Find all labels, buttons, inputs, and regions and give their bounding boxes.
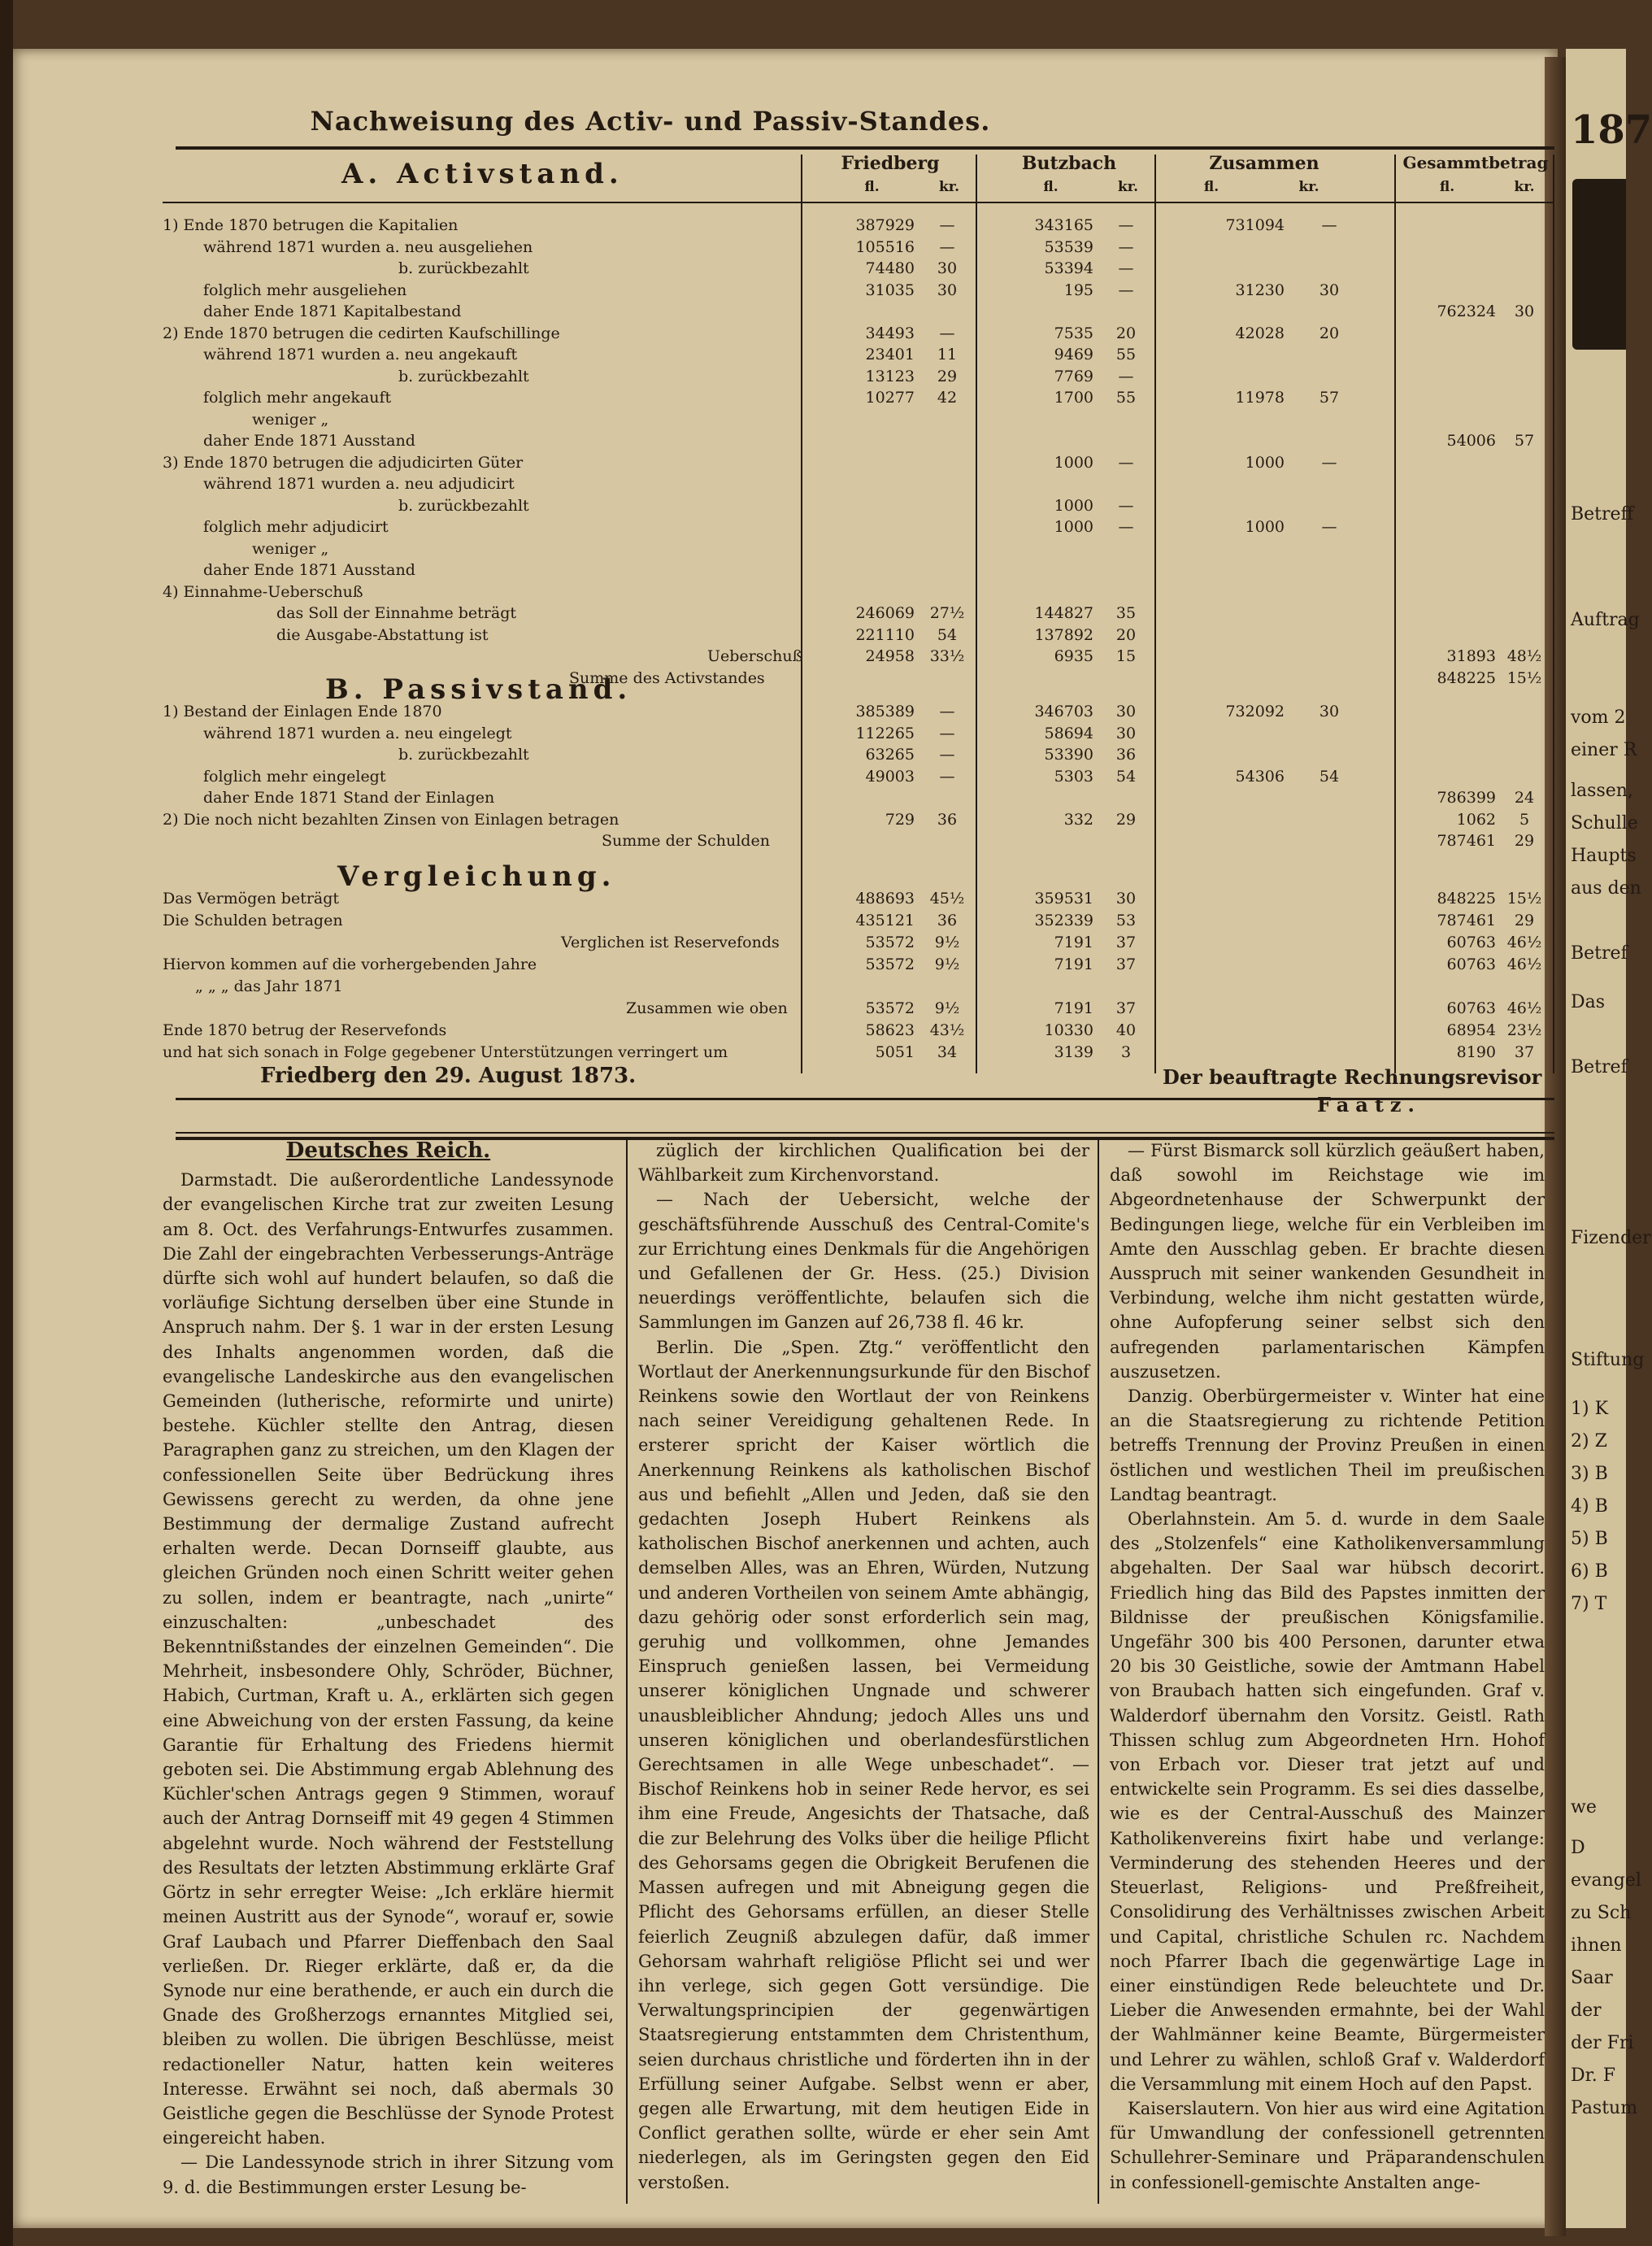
cell-friedberg-kr: 33½: [929, 647, 965, 665]
table-row: [163, 646, 1554, 667]
cell-butzbach-kr: 30: [1115, 703, 1137, 720]
adjacent-text-fragment: ihnen: [1571, 1935, 1622, 1956]
news-columns: [163, 1138, 1545, 2220]
adjacent-text-fragment: Schulle: [1571, 813, 1638, 834]
cell-friedberg-kr: —: [939, 746, 955, 764]
table-row: [163, 998, 1554, 1019]
cell-friedberg-fl: 105516: [855, 237, 915, 256]
cell-butzbach-fl: 7191: [1054, 955, 1093, 973]
row-label: 1) Ende 1870 betrugen die Kapitalien: [163, 216, 459, 234]
cell-gesammt-kr: 46½: [1506, 955, 1542, 973]
cell-gesammt-kr: 24: [1514, 789, 1535, 807]
cell-gesammt-kr: 30: [1514, 303, 1535, 320]
cell-butzbach-fl: 9469: [1054, 346, 1093, 363]
adjacent-text-fragment: Stiftung: [1571, 1350, 1645, 1370]
col-friedberg: Friedberg: [841, 153, 940, 174]
adjacent-text-fragment: vom 2: [1571, 707, 1626, 728]
article-paragraph: — Fürst Bismarck soll kürzlich geäußert haben, daß sowohl im Reichstage wie im Abgeordnetenhause der Schwerpunkt der Bedingungen liege, welche für ein Verbleiben im Amte den Ausschlag geben. Er brachte diesen Ausspruch mit seiner wankenden Gesundheit in Verbindung, welche ihm nicht gestatten würde, ohne Aufopferung seiner selbst sich den aufregenden parlamentarischen Kämpfen auszusetzen.: [1110, 1141, 1545, 1382]
row-label: Die Schulden betragen: [163, 912, 343, 929]
table-row: [163, 473, 1554, 494]
section-passiv: B. Passivstand.: [325, 673, 633, 706]
cell-friedberg-fl: 5051: [875, 1043, 915, 1061]
adjacent-text-fragment: Pastum: [1571, 2098, 1638, 2118]
cell-gesammt-kr: 15½: [1506, 890, 1542, 908]
cell-gesammt-kr: 23½: [1506, 1021, 1542, 1039]
cell-butzbach-kr: —: [1118, 281, 1134, 299]
cell-friedberg-kr: 34: [937, 1043, 958, 1061]
col-gesammt: Gesammtbetrag: [1402, 153, 1549, 172]
adjacent-text-fragment: Betref: [1571, 1057, 1628, 1077]
adjacent-text-fragment: Das: [1571, 992, 1606, 1012]
row-label: daher Ende 1871 Kapitalbestand: [203, 303, 462, 320]
cell-friedberg-fl: 24958: [865, 647, 915, 665]
row-label: die Ausgabe-Abstattung ist: [276, 625, 489, 644]
table-row: [163, 603, 1554, 624]
cell-zusammen-kr: 57: [1319, 389, 1340, 407]
table-row: [163, 701, 1554, 722]
cell-butzbach-fl: 7191: [1054, 999, 1093, 1017]
news-column-2: [638, 1138, 1089, 2195]
adjacent-text-fragment: 3) B: [1571, 1464, 1608, 1484]
signature-name: Faatz.: [1317, 1093, 1421, 1116]
row-label: Ueberschuß: [707, 647, 803, 665]
cell-friedberg-kr: —: [939, 703, 955, 720]
cell-zusammen-fl: 11978: [1235, 389, 1285, 407]
cell-friedberg-kr: —: [939, 237, 955, 256]
row-label: b. zurückbezahlt: [398, 496, 529, 515]
cell-friedberg-fl: 387929: [855, 216, 915, 234]
row-label: folglich mehr ausgeliehen: [203, 281, 407, 299]
row-label: b. zurückbezahlt: [398, 259, 529, 277]
adjacent-text-fragment: der: [1571, 2000, 1602, 2021]
unit-kr: kr.: [1298, 179, 1319, 195]
table-row: [163, 301, 1554, 322]
cell-butzbach-fl: 137892: [1034, 625, 1093, 644]
cell-butzbach-fl: 53539: [1044, 237, 1093, 256]
row-label: Hiervon kommen auf die vorhergebenden Jahre: [163, 955, 537, 973]
table-row: [163, 625, 1554, 646]
cell-zusammen-kr: 30: [1319, 703, 1340, 720]
table-row: [163, 809, 1554, 830]
cell-gesammt-kr: 48½: [1506, 647, 1542, 665]
news-column-3: [1110, 1138, 1545, 2195]
table-row: [163, 215, 1554, 236]
cell-gesammt-fl: 848225: [1437, 668, 1496, 687]
cell-friedberg-fl: 63265: [865, 746, 915, 764]
section-activ: A. Activstand.: [341, 158, 624, 190]
cell-friedberg-fl: 729: [885, 810, 915, 829]
cell-friedberg-fl: 74480: [865, 259, 915, 277]
cell-butzbach-kr: 35: [1115, 604, 1137, 622]
cell-zusammen-kr: —: [1321, 216, 1337, 234]
cell-zusammen-fl: 1000: [1245, 518, 1285, 536]
row-label: 2) Ende 1870 betrugen die cedirten Kaufschillinge: [163, 324, 560, 342]
unit-kr: kr.: [1514, 179, 1535, 195]
table-row: [163, 258, 1554, 279]
table-row: [163, 559, 1554, 581]
row-label: weniger „: [252, 539, 329, 558]
adjacent-page-fragment: [1566, 49, 1652, 2228]
cell-friedberg-kr: 11: [937, 346, 958, 363]
cell-gesammt-kr: 29: [1514, 832, 1535, 850]
signature-role: Der beauftragte Rechnungsrevisor: [1163, 1065, 1542, 1089]
cell-friedberg-fl: 58623: [865, 1021, 915, 1039]
cell-gesammt-fl: 60763: [1446, 999, 1496, 1017]
cell-gesammt-kr: 5: [1519, 810, 1530, 829]
table-row: [163, 932, 1554, 953]
adjacent-text-fragment: Saar: [1571, 1968, 1613, 1988]
table-title: Nachweisung des Activ- und Passiv-Standes.: [310, 106, 991, 137]
cell-butzbach-kr: 54: [1115, 767, 1137, 786]
row-label: das Soll der Einnahme beträgt: [276, 604, 516, 622]
cell-friedberg-kr: 9½: [934, 999, 960, 1017]
row-label: folglich mehr eingelegt: [203, 767, 386, 786]
table-row: [163, 409, 1554, 430]
adjacent-text-fragment: 6) B: [1571, 1561, 1608, 1582]
adjacent-text-fragment: lassen,: [1571, 781, 1633, 801]
row-label: Ende 1870 betrug der Reservefonds: [163, 1021, 447, 1039]
cell-gesammt-kr: 57: [1514, 432, 1535, 450]
cell-butzbach-fl: 1700: [1054, 389, 1093, 407]
cell-butzbach-fl: 346703: [1034, 703, 1093, 720]
cell-gesammt-kr: 46½: [1506, 999, 1542, 1017]
adjacent-text-fragment: Betref: [1571, 943, 1628, 964]
cell-gesammt-fl: 1062: [1456, 810, 1496, 829]
cell-zusammen-kr: 20: [1319, 324, 1340, 342]
cell-gesammt-fl: 54006: [1446, 432, 1496, 450]
cell-butzbach-fl: 343165: [1034, 216, 1093, 234]
row-label: 3) Ende 1870 betrugen die adjudicirten Güter: [163, 453, 524, 472]
cell-zusammen-fl: 54306: [1235, 767, 1285, 786]
cell-butzbach-kr: 30: [1115, 724, 1137, 742]
row-label: daher Ende 1871 Stand der Einlagen: [203, 789, 495, 807]
cell-friedberg-kr: 27½: [929, 604, 965, 622]
row-label: 4) Einnahme-Ueberschuß: [163, 582, 363, 601]
cell-gesammt-fl: 8190: [1456, 1043, 1496, 1061]
article-paragraph: Kaiserslautern. Von hier aus wird eine Agitation für Umwandlung der confessionell getrennten Schullehrer-Seminare und Präparandenschulen in confessionell-gemischte Anstalten ange-: [1110, 2098, 1545, 2192]
row-label: daher Ende 1871 Ausstand: [203, 561, 415, 579]
cell-friedberg-kr: 9½: [934, 955, 960, 973]
cell-friedberg-fl: 385389: [855, 703, 915, 720]
cell-butzbach-kr: —: [1118, 367, 1134, 385]
cell-butzbach-kr: 53: [1115, 912, 1137, 929]
cell-zusammen-kr: 30: [1319, 281, 1340, 299]
cell-butzbach-fl: 7191: [1054, 934, 1093, 951]
cell-butzbach-kr: 40: [1115, 1021, 1137, 1039]
unit-kr: kr.: [1117, 179, 1139, 195]
cell-butzbach-fl: 1000: [1054, 453, 1093, 472]
table-row: [163, 954, 1554, 975]
cell-gesammt-fl: 31893: [1446, 647, 1496, 665]
row-label: b. zurückbezahlt: [398, 367, 529, 385]
adjacent-text-fragment: einer R: [1571, 740, 1637, 760]
cell-friedberg-fl: 53572: [865, 934, 915, 951]
cell-zusammen-fl: 731094: [1225, 216, 1285, 234]
article-paragraph: — Nach der Uebersicht, welche der geschäftsführende Ausschuß des Central-Comite's zur Errichtung eines Denkmals für die Angehörigen und Gefallenen der Gr. Hess. (25.) Division neuerdings veröffentlichte, belaufen sich die Sammlungen im Ganzen auf 26,738 fl. 46 kr.: [638, 1190, 1089, 1333]
adjacent-text-fragment: evangel: [1571, 1870, 1641, 1891]
table-row: [163, 538, 1554, 559]
cell-friedberg-fl: 31035: [865, 281, 915, 299]
table-row: [163, 910, 1554, 931]
table-row: [163, 387, 1554, 408]
table-row: [163, 723, 1554, 744]
news-column-1: [163, 1138, 614, 2200]
cell-gesammt-fl: 68954: [1446, 1021, 1496, 1039]
unit-fl: fl.: [1043, 179, 1059, 195]
cell-zusammen-fl: 31230: [1235, 281, 1285, 299]
cell-butzbach-kr: 3: [1120, 1043, 1132, 1061]
cell-gesammt-kr: 37: [1514, 1043, 1535, 1061]
cell-butzbach-fl: 5303: [1054, 767, 1093, 786]
cell-friedberg-kr: 42: [937, 389, 958, 407]
cell-zusammen-fl: 732092: [1225, 703, 1285, 720]
cell-butzbach-fl: 7535: [1054, 324, 1093, 342]
cell-friedberg-kr: —: [939, 216, 955, 234]
cell-butzbach-fl: 53394: [1044, 259, 1093, 277]
cell-butzbach-kr: 20: [1115, 324, 1137, 342]
cell-gesammt-fl: 762324: [1437, 303, 1496, 320]
cell-butzbach-fl: 1000: [1054, 518, 1093, 536]
adjacent-text-fragment: Betreff: [1571, 504, 1634, 525]
cell-gesammt-fl: 786399: [1437, 789, 1496, 807]
cell-butzbach-kr: —: [1118, 453, 1134, 472]
row-label: „ „ „ das Jahr 1871: [195, 977, 343, 995]
row-label: folglich mehr adjudicirt: [203, 518, 389, 536]
cell-friedberg-fl: 10277: [865, 389, 915, 407]
adjacent-text-fragment: 7) T: [1571, 1594, 1607, 1614]
cell-butzbach-fl: 359531: [1034, 890, 1093, 908]
table-row: [163, 452, 1554, 473]
row-label: weniger „: [252, 410, 329, 429]
cell-friedberg-kr: 29: [937, 367, 958, 385]
table-row: [163, 344, 1554, 365]
cell-friedberg-kr: 30: [937, 281, 958, 299]
cell-butzbach-fl: 195: [1063, 281, 1093, 299]
place-date: Friedberg den 29. August 1873.: [260, 1064, 637, 1088]
book-binding: [0, 0, 13, 2246]
row-label: 2) Die noch nicht bezahlten Zinsen von Einlagen betragen: [163, 810, 620, 829]
cell-friedberg-fl: 13123: [865, 367, 915, 385]
cell-friedberg-kr: 9½: [934, 934, 960, 951]
cell-butzbach-fl: 1000: [1054, 496, 1093, 515]
article-paragraph: züglich der kirchlichen Qualification bei der Wählbarkeit zum Kirchenvorstand.: [638, 1141, 1089, 1186]
unit-fl: fl.: [864, 179, 880, 195]
cell-zusammen-kr: 54: [1319, 767, 1340, 786]
cell-friedberg-fl: 53572: [865, 999, 915, 1017]
cell-friedberg-kr: 43½: [929, 1021, 965, 1039]
adjacent-text-fragment: D: [1571, 1838, 1585, 1858]
table-row: [163, 366, 1554, 387]
cell-zusammen-kr: —: [1321, 518, 1337, 536]
section-vergleichung: Vergleichung.: [337, 860, 616, 893]
article-paragraph: Berlin. Die „Spen. Ztg.“ veröffentlicht den Wortlaut der Anerkennungsurkunde für den Bischof Reinkens sowie den Wortlaut der von Reinkens nach seiner Vereidigung gehaltenen Rede. In ersterer spricht der Kaiser wörtlich die Anerkennung Reinkens als katholischen Bischof aus und befiehlt „Allen und Jeden, daß sie den gedachten Joseph Hubert Reinkens als katholischen Bischof anerkennen und achten, auch demselben Alles, was an Ehren, Würden, Nutzung und anderen Vortheilen von seinem Amte abhängig, dazu gehörig oder sonst erforderlich sein mag, geruhig und vollkommen, ohne Jemandes Einspruch genießen lassen, bei Vermeidung unserer königlichen Ungnade und schwerer unausbleiblicher Ahndung; jedoch Alles uns und unseren königlichen und oberlandesfürstlichen Gerechtsamen in alle Wege unbeschadet“. — Bischof Reinkens hob in seiner Rede hervor, es sei ihm eine Freude, Angesichts der Thatsache, daß die zur Belehrung des Volks über die heilige Pflicht des Gehorsams gegen die Obrigkeit Berufenen die Massen aufregen und mit Abneigung gegen die Pflicht des Gehorsams erfüllen, an dieser Stelle feierlich Zeugniß abzulegen dafür, daß immer Gehorsam wahrhaft religiöse Pflicht sei und wer ihn verlege, sich gegen Gott versündige. Die Verwaltungsprincipien der gegenwärtigen Staatsregierung entstammten dem Christenthum, seien durchaus christliche und förderten ihn in der Erfüllung seiner Aufgabe. Selbst wenn er aber, gegen alle Erwartung, mit dem heutigen Eide in Conflict gerathen sollte, würde er eher sein Amt niederlegen, als im Geringsten gegen den Eid verstoßen.: [638, 1337, 1089, 2192]
cell-butzbach-fl: 10330: [1044, 1021, 1093, 1039]
article-paragraph: Danzig. Oberbürgermeister v. Winter hat eine an die Staatsregierung zu richtende Petition betreffs Trennung der Provinz Preußen in einen östlichen und westlichen Theil im preußischen Landtag beantragt.: [1110, 1386, 1545, 1504]
cell-butzbach-kr: 55: [1115, 389, 1137, 407]
cell-butzbach-kr: 15: [1115, 647, 1137, 665]
cell-butzbach-kr: 36: [1115, 746, 1137, 764]
row-label: daher Ende 1871 Ausstand: [203, 432, 415, 450]
cell-friedberg-fl: 23401: [865, 346, 915, 363]
adjacent-text-fragment: Dr. F: [1571, 2065, 1615, 2086]
cell-butzbach-fl: 53390: [1044, 746, 1093, 764]
adjacent-text-fragment: aus den: [1571, 878, 1641, 899]
cell-butzbach-fl: 6935: [1054, 647, 1093, 665]
table-row: [163, 830, 1554, 851]
cell-friedberg-fl: 49003: [865, 767, 915, 786]
row-label: Summe der Schulden: [602, 832, 770, 850]
cell-butzbach-kr: —: [1118, 518, 1134, 536]
cell-friedberg-kr: —: [939, 724, 955, 742]
cell-friedberg-fl: 112265: [855, 724, 915, 742]
header-rule: [163, 202, 1554, 203]
adjacent-text-fragment: 5) B: [1571, 1529, 1608, 1549]
unit-kr: kr.: [938, 179, 960, 195]
cell-butzbach-kr: 37: [1115, 955, 1137, 973]
cell-butzbach-kr: 29: [1115, 810, 1137, 829]
cell-friedberg-kr: 36: [937, 810, 958, 829]
table-row: [163, 976, 1554, 997]
cell-butzbach-fl: 58694: [1044, 724, 1093, 742]
cell-friedberg-fl: 435121: [855, 912, 915, 929]
unit-fl: fl.: [1439, 179, 1455, 195]
cell-butzbach-kr: —: [1118, 259, 1134, 277]
table-row: [163, 237, 1554, 258]
cell-butzbach-kr: —: [1118, 216, 1134, 234]
cell-butzbach-kr: 37: [1115, 999, 1137, 1017]
cell-gesammt-fl: 60763: [1446, 955, 1496, 973]
cell-friedberg-fl: 488693: [855, 890, 915, 908]
adjacent-text-fragment: Haupts: [1571, 846, 1637, 866]
cell-friedberg-fl: 34493: [865, 324, 915, 342]
cell-butzbach-fl: 332: [1063, 810, 1093, 829]
cell-gesammt-fl: 787461: [1437, 912, 1496, 929]
cell-gesammt-fl: 787461: [1437, 832, 1496, 850]
table-row: [163, 787, 1554, 808]
cell-gesammt-fl: 848225: [1437, 890, 1496, 908]
cell-zusammen-fl: 42028: [1235, 324, 1285, 342]
row-label: während 1871 wurden a. neu ausgeliehen: [203, 237, 533, 256]
adjacent-text-fragment: Fizender: [1571, 1228, 1651, 1248]
adjacent-text-fragment: 4) B: [1571, 1496, 1608, 1517]
cell-gesammt-kr: 29: [1514, 912, 1535, 929]
adjacent-text-fragment: zu Sch: [1571, 1903, 1632, 1923]
cell-butzbach-kr: 30: [1115, 890, 1137, 908]
section-rule: [176, 1132, 1554, 1134]
adjacent-page-number: 187: [1571, 107, 1652, 153]
cell-friedberg-kr: —: [939, 767, 955, 786]
column-divider: [1098, 1138, 1099, 2204]
unit-fl: fl.: [1203, 179, 1219, 195]
row-label: Das Vermögen beträgt: [163, 890, 340, 908]
adjacent-text-fragment: we: [1571, 1797, 1597, 1817]
cell-friedberg-kr: —: [939, 324, 955, 342]
row-label: während 1871 wurden a. neu adjudicirt: [203, 475, 515, 493]
table-row: [163, 1042, 1554, 1063]
table-row: [163, 495, 1554, 516]
adjacent-text-fragment: 1) K: [1571, 1399, 1609, 1419]
cell-butzbach-kr: 37: [1115, 934, 1137, 951]
row-label: b. zurückbezahlt: [398, 746, 529, 764]
table-row: [163, 1020, 1554, 1041]
adjacent-text-fragment: 2) Z: [1571, 1431, 1607, 1452]
row-label: und hat sich sonach in Folge gegebener Unterstützungen verringert um: [163, 1043, 728, 1061]
table-row: [163, 581, 1554, 603]
adjacent-text-fragment: Auftrag: [1571, 610, 1640, 630]
row-label: Verglichen ist Reservefonds: [561, 934, 780, 951]
cell-butzbach-kr: 55: [1115, 346, 1137, 363]
cell-butzbach-kr: —: [1118, 237, 1134, 256]
cell-butzbach-kr: —: [1118, 496, 1134, 515]
cell-butzbach-fl: 144827: [1034, 604, 1093, 622]
cell-friedberg-fl: 53572: [865, 955, 915, 973]
row-label: folglich mehr angekauft: [203, 389, 392, 407]
article-paragraph: Oberlahnstein. Am 5. d. wurde in dem Saale des „Stolzenfels“ eine Katholikenversammlung abgehalten. Der Saal war hübsch decorirt. Friedlich hing das Bild des Papstes inmitten der Bildnisse der preußischen Königsfamilie. Ungefähr 300 bis 400 Personen, darunter etwa 20 bis 30 Geistliche, sowie der Amtmann Habel von Braubach hatten sich eingefunden. Graf v. Walderdorf übernahm den Vorsitz. Geistl. Rath Thissen schlug zum Abgeordneten Hrn. Hohof von Erbach vor. Dieser trat jetzt auf und entwickelte sein Programm. Es sei dies dasselbe, wie es der Central-Ausschuß des Mainzer Katholikenvereins fixirt habe und verlange: Verminderung des stehenden Heeres und der Steuerlast, Religions- und Preßfreiheit, Consolidirung des Verhältnisses zwischen Arbeit und Capital, christliche Schulen rc. Nachdem noch Pfarrer Ibach die gegenwärtige Lage in einer einstündigen Rede beleuchtete und Dr. Lieber die Anwesenden ermahnte, bei der Wahl der Wahlmänner keine Beamte, Bürgermeister und Lehrer zu wählen, schloß Graf v. Walderdorf die Versammlung mit einem Hoch auf den Papst.: [1110, 1509, 1545, 2094]
table-row: [163, 280, 1554, 301]
col-butzbach: Butzbach: [1021, 153, 1117, 174]
table-row: [163, 766, 1554, 787]
column-divider: [626, 1138, 628, 2204]
row-label: während 1871 wurden a. neu eingelegt: [203, 724, 512, 742]
news-heading: Deutsches Reich.: [285, 1138, 491, 1163]
title-rule: [176, 146, 1554, 150]
cell-gesammt-kr: 46½: [1506, 934, 1542, 951]
cell-friedberg-kr: 30: [937, 259, 958, 277]
row-label: Summe des Activstandes: [569, 668, 765, 687]
cell-friedberg-fl: 221110: [855, 625, 915, 644]
cell-friedberg-kr: 54: [937, 625, 958, 644]
cell-butzbach-kr: 20: [1115, 625, 1137, 644]
cell-zusammen-fl: 1000: [1245, 453, 1285, 472]
adjacent-text-fragment: der Fri: [1571, 2033, 1634, 2053]
cell-friedberg-fl: 246069: [855, 604, 915, 622]
adjacent-masthead-letter: [1572, 179, 1626, 350]
cell-friedberg-kr: 36: [937, 912, 958, 929]
table-row: [163, 323, 1554, 344]
cell-butzbach-fl: 7769: [1054, 367, 1093, 385]
table-row: [163, 744, 1554, 765]
cell-zusammen-kr: —: [1321, 453, 1337, 472]
col-zusammen: Zusammen: [1209, 153, 1319, 174]
cell-butzbach-fl: 3139: [1054, 1043, 1093, 1061]
cell-gesammt-kr: 15½: [1506, 668, 1542, 687]
table-row: [163, 888, 1554, 909]
table-row: [163, 516, 1554, 538]
row-label: während 1871 wurden a. neu angekauft: [203, 346, 518, 363]
cell-gesammt-fl: 60763: [1446, 934, 1496, 951]
row-label: 1) Bestand der Einlagen Ende 1870: [163, 703, 442, 720]
cell-friedberg-kr: 45½: [929, 890, 965, 908]
article-paragraph: Darmstadt. Die außerordentliche Landessynode der evangelischen Kirche trat zur zweiten Lesung am 8. Oct. des Verfahrungs-Entwurfes zusammen. Die Zahl der eingebrachten Verbesserungs-Anträge dürfte sich wohl auf hundert belaufen, so daß die vorläufige Sichtung derselben über eine Stunde in Anspruch nahm. Der §. 1 war in der ersten Lesung des Inhalts angenommen worden, daß die evangelische Landeskirche aus den evangelischen Gemeinden (lutherische, reformirte und unirte) bestehe. Küchler stellte den Antrag, diesen Paragraphen ganz zu streichen, um den Klagen der confessionellen Seite über Bedrückung ihres Gewissens gerecht zu werden, da ohne jene Bestimmung der dermalige Zustand aufrecht erhalten werde. Decan Dornseiff glaubte, aus gleichen Gründen noch einen Schritt weiter gehen zu sollen, indem er beantragte, nach „unirte“ einzuschalten: „unbeschadet des Bekenntnißstandes der einzelnen Gemeinden“. Die Mehrheit, insbesondere Ohly, Schröder, Büchner, Habich, Curtman, Kraft u. A., erklärten sich gegen eine Abweichung von der ersten Fassung, da keine Garantie für Erhaltung des Friedens hiermit geboten sei. Die Abstimmung ergab Ablehnung des Küchler'schen Antrags gegen 9 Stimmen, worauf auch der Antrag Dornseiff mit 49 gegen 4 Stimmen abgelehnt wurde. Noch während der Feststellung des Resultats der letzten Abstimmung erklärte Graf Görtz in sehr erregter Weise: „Ich erkläre hiermit meinen Austritt aus der Synode“, worauf er, sowie Graf Laubach und Pfarrer Dieffenbach den Saal verließen. Dr. Rieger erklärte, daß er, da die Synode nur eine berathende, er auch ein durch die Gnade des Großherzogs ernanntes Mitglied sei, bleiben zu wollen. Die übrigen Beschlüsse, meist redactioneller Natur, hatten kein weiteres Interesse. Erwähnt sei noch, daß abermals 30 Geistliche gegen die Beschlüsse der Synode Protest eingereicht haben.: [163, 1170, 614, 2148]
article-paragraph: — Die Landessynode strich in ihrer Sitzung vom 9. d. die Bestimmungen erster Lesung be-: [163, 2152, 614, 2197]
table-row: [163, 430, 1554, 451]
cell-butzbach-fl: 352339: [1034, 912, 1093, 929]
row-label: Zusammen wie oben: [626, 999, 788, 1017]
table-row: [163, 668, 1554, 689]
